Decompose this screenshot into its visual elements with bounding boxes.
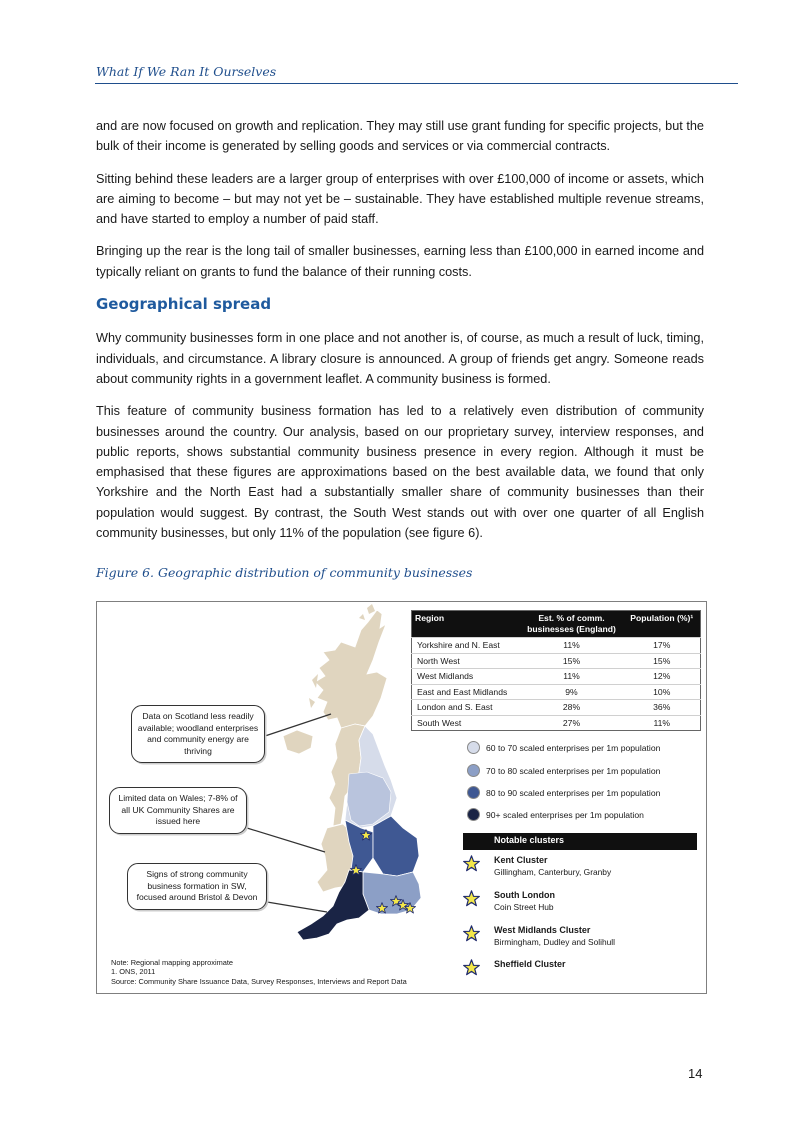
cluster-item <box>463 959 697 991</box>
table-cell: 10% <box>624 684 701 700</box>
scotland-callout: Data on Scotland less readily available; woodland enterprises and community energy are thriving <box>131 705 265 763</box>
legend-label: 80 to 90 scaled enterprises per 1m population <box>486 788 661 798</box>
scotland-region <box>315 610 387 728</box>
region-table <box>411 610 701 731</box>
table-cell: 9% <box>520 684 624 700</box>
cluster-name: Kent Cluster <box>494 855 548 865</box>
table-row <box>412 653 701 669</box>
cluster-places: Coin Street Hub <box>494 902 554 912</box>
paragraph: and are now focused on growth and replication. They may still use grant funding for specific projects, but the bulk of their income is generated by selling goods and services or via commercial contracts. <box>96 119 704 154</box>
table-cell: Yorkshire and N. East <box>412 638 520 654</box>
legend-label: 90+ scaled enterprises per 1m population <box>486 810 644 820</box>
page-header <box>95 62 738 84</box>
table-cell: 36% <box>624 700 701 716</box>
legend-label: 60 to 70 scaled enterprises per 1m population <box>486 743 661 753</box>
legend-swatch-icon <box>467 741 480 754</box>
column-header: Population (%)¹ <box>624 611 701 638</box>
cluster-name: Sheffield Cluster <box>494 959 566 969</box>
column-header: Region <box>412 611 520 638</box>
column-header: Est. % of comm. businesses (England) <box>520 611 624 638</box>
running-title: What If We Ran It Ourselves <box>96 64 277 79</box>
legend-label: 70 to 80 scaled enterprises per 1m population <box>486 766 661 776</box>
note-line: Source: Community Share Issuance Data, Survey Responses, Interviews and Report Data <box>111 976 407 986</box>
figure-box <box>96 601 707 994</box>
legend-swatch-icon <box>467 786 480 799</box>
table-cell: West Midlands <box>412 669 520 685</box>
cluster-places: Birmingham, Dudley and Solihull <box>494 937 616 947</box>
northern-ireland-region <box>283 730 313 754</box>
table-cell: 15% <box>520 653 624 669</box>
section-heading: Geographical spread <box>96 295 272 314</box>
table-cell: 27% <box>520 715 624 731</box>
cluster-item <box>463 855 697 887</box>
star-icon <box>463 959 480 976</box>
table-cell: 17% <box>624 638 701 654</box>
table-row <box>412 715 701 731</box>
wales-callout: Limited data on Wales; 7-8% of all UK Community Shares are issued here <box>109 787 247 834</box>
note-line: 1. ONS, 2011 <box>111 967 156 977</box>
note-line: Note: Regional mapping approximate <box>111 958 234 967</box>
table-row <box>412 700 701 716</box>
legend-item <box>467 763 707 781</box>
clusters-panel <box>463 833 697 969</box>
table-cell: London and S. East <box>412 700 520 716</box>
east-midlands-region <box>373 816 419 876</box>
clusters-heading: Notable clusters <box>463 833 697 850</box>
table-cell: 11% <box>520 638 624 654</box>
figure-note <box>111 958 407 986</box>
table-header-row <box>412 611 701 638</box>
legend-item <box>467 740 707 758</box>
table-row <box>412 684 701 700</box>
legend-item <box>467 807 707 825</box>
table-cell: 11% <box>624 715 701 731</box>
paragraph: Sitting behind these leaders are a larger group of enterprises with over £100,000 of income or assets, which are aiming to become – but may not yet be – sustainable. They have established multiple revenue streams, and have started to employ a number of paid staff. <box>96 171 704 227</box>
paragraph: Why community businesses form in one place and not another is, of course, as much a result of luck, timing, individuals, and circumstance. A library closure is announced. A group of friends get angry. Someone reads about community rights in a government leaflet. A community business is formed. <box>96 331 704 386</box>
star-icon <box>463 890 480 907</box>
table-row <box>412 638 701 654</box>
table-row <box>412 669 701 685</box>
cluster-name: West Midlands Cluster <box>494 925 591 935</box>
southwest-callout: Signs of strong community business formation in SW, focused around Bristol & Devon <box>127 863 267 910</box>
body-text <box>96 116 704 555</box>
table-cell: North West <box>412 653 520 669</box>
table-cell: 15% <box>624 653 701 669</box>
table-cell: 28% <box>520 700 624 716</box>
legend-swatch-icon <box>467 808 480 821</box>
legend-item <box>467 785 707 803</box>
cluster-name: South London <box>494 890 555 900</box>
cluster-item <box>463 925 697 957</box>
table-cell: South West <box>412 715 520 731</box>
page-number: 14 <box>688 1066 703 1081</box>
star-icon <box>463 925 480 942</box>
figure-caption: Figure 6. Geographic distribution of community businesses <box>96 565 473 580</box>
cluster-places: Gillingham, Canterbury, Granby <box>494 867 612 877</box>
star-icon <box>463 855 480 872</box>
paragraph: Bringing up the rear is the long tail of smaller businesses, earning less than £100,000 in earned income and typically reliant on grants to fund the balance of their running costs. <box>96 244 704 279</box>
legend-swatch-icon <box>467 764 480 777</box>
table-cell: East and East Midlands <box>412 684 520 700</box>
table-cell: 12% <box>624 669 701 685</box>
paragraph: This feature of community business formation has led to a relatively even distribution of community businesses around the country. Our analysis, based on our proprietary survey, interview responses, and public reports, shows substantial community business presence in every region. Although it must be emphasised that these figures are approximations based on the best available data, we found that only Yorkshire and the North East had a substantially smaller share of community businesses than their population would suggest. By contrast, the South West stands out with over one quarter of all English community businesses, but only 11% of the population (see figure 6). <box>96 404 704 541</box>
table-cell: 11% <box>520 669 624 685</box>
cluster-item <box>463 890 697 922</box>
